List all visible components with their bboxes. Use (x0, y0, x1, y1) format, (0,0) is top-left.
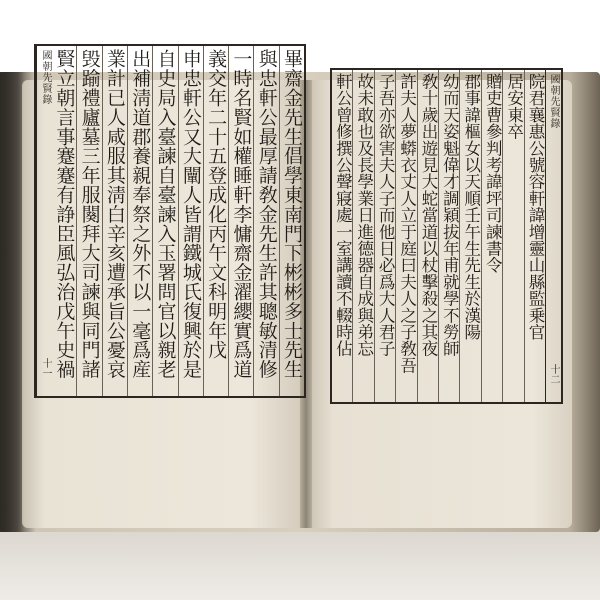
book-spine-shadow (0, 72, 24, 532)
text-column: 賢立朝言事蹇蹇有諍臣風弘治戊午史禍 (52, 46, 77, 396)
text-column: 郡事諱樞女以天順壬午生先生於漢陽 (460, 70, 481, 402)
left-fold-title: 國朝先賢錄 (40, 50, 51, 105)
right-fold-number: 十二 (548, 364, 559, 384)
text-column: 贈吏曹參判考諱坪司諫書令 (482, 70, 503, 402)
text-column: 幼而天姿魁偉才調穎拔年甫就學不勞師 (439, 70, 460, 402)
text-column: 毁踰禮廬墓三年服闋拜大司諫與同門諸 (77, 46, 102, 396)
text-column: 軒公曾修撰公聲寢處一室講讀不輟時佔 (332, 70, 353, 402)
text-column: 申忠軒公又大闡人皆謂鐵城氏復興於是 (179, 46, 204, 396)
text-column: 許夫人夢蟒衣丈人立于庭曰夫人之子敎吾 (396, 70, 417, 402)
right-fold-title: 國朝先賢錄 (548, 74, 559, 129)
right-text-columns (332, 70, 545, 402)
right-fold-margin (545, 70, 561, 402)
left-page-text-frame (34, 44, 306, 398)
text-column: 與忠軒公最厚請敎金先生許其聰敏清修 (254, 46, 279, 396)
text-column: 院君襄惠公號容軒諱增靈山縣監乗官 (526, 73, 545, 341)
text-column: 居安東卒 (503, 70, 524, 402)
text-column: 畢齋金先生倡學東南門下彬彬多士先生 (281, 49, 303, 379)
text-column: 敎十歲出遊見大蛇當道以杖擊殺之其夜 (418, 70, 439, 402)
text-column: 故未敢也及長學業日進德器自成與弟忘 (353, 70, 374, 402)
text-column: 業計已人咸服其淸白辛亥遭承旨公憂哀 (103, 46, 128, 396)
text-column: 自史局入臺諫自臺諫入玉署問官以親老 (153, 46, 178, 396)
text-column: 一時名賢如權睡軒李慵齋金濯纓實爲道 (229, 46, 254, 396)
left-fold-number: 十一 (40, 358, 51, 378)
right-page-text-frame (330, 68, 563, 404)
text-column: 出補淸道郡養親奉祭之外不以一毫爲産 (128, 46, 153, 396)
text-column: 義交年二十五登成化丙午文科明年戊 (204, 46, 229, 396)
left-text-columns (52, 46, 304, 396)
text-column: 子吾亦欲害夫人子而他日必爲大人君子 (375, 70, 396, 402)
left-fold-margin (36, 46, 52, 396)
table-surface (0, 520, 600, 600)
